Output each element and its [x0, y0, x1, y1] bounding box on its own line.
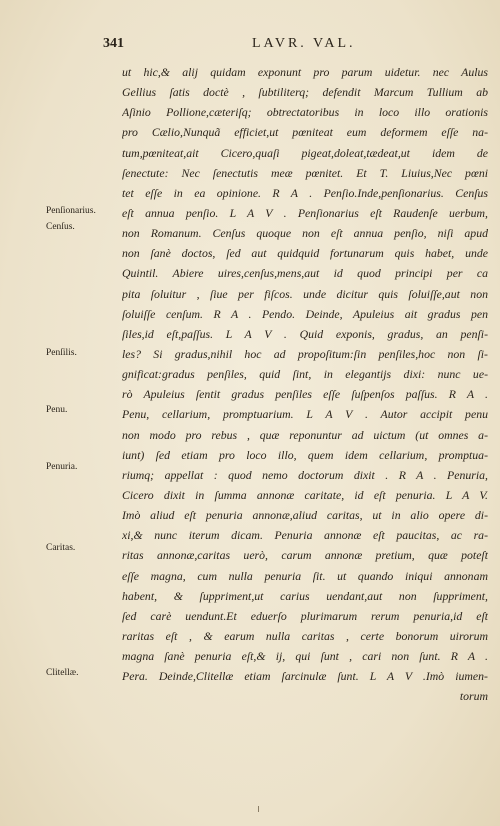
text-line: pro Cælio,Nunquã efficiet,ut pœniteat eum deformem eſſe na-: [122, 125, 488, 140]
text-line: non ſanè doctos, ſed aut quidquid fortunarum quis habet, unde: [122, 246, 488, 261]
text-line: eſſe magna, cum nulla penuria ſit. ut quando iniqui annonam: [122, 568, 488, 583]
text-line: non Romanum. Cenſus quoque non eſt annua penſio, niſi apud: [122, 226, 488, 241]
text-line: magna ſanè penuria eſt,& ij, qui ſunt , cari non ſunt. R A .: [122, 649, 488, 664]
margin-note: Clitellæ.: [46, 668, 79, 678]
text-line: non modo pro rebus , quæ reponuntur ad uictum (ut omnes a-: [122, 427, 488, 442]
text-line: xi,& nunc iterum dicam. Penuria annonæ eſt paucitas, ac ra-: [122, 528, 488, 543]
margin-note: Caritas.: [46, 543, 76, 553]
page-number: 341: [103, 36, 124, 51]
margin-note: Cenſus.: [46, 222, 75, 232]
text-line: tum,pœniteat,ait Cicero,quaſi pigeat,doleat,tædeat,ut idem de: [122, 145, 488, 160]
main-text-block: [122, 62, 488, 707]
text-line: pita ſoluitur , ſiue per fiſcos. unde dicitur quis ſoluiſſe,aut non: [122, 286, 488, 301]
text-line: riumq; appellat : quod nemo doctorum dixit . R A . Penuria,: [122, 467, 488, 482]
text-line: Gellius ſatis doctè , ſubtiliterq; defendit Marcum Tullium ab: [122, 85, 488, 100]
text-line: ut hic,& alij quidam exponunt pro parum uidetur. nec Aulus: [122, 65, 488, 79]
margin-note: Penſionarius.: [46, 206, 96, 216]
text-line: les? Si gradus,nihil hoc ad propoſitum:ſin penſiles,hoc non ſi-: [122, 346, 488, 361]
text-line: rò Apuleius ſentit gradus penſiles eſſe ſuſpenſos paſſus. R A .: [122, 387, 488, 402]
text-line: torum: [459, 689, 488, 704]
text-line: ſiles,id eſt,paſſus. L A V . Quid exponis, gradus, an penſi-: [122, 326, 488, 341]
text-line: Imò aliud eſt penuria annonæ,aliud caritas, ut in alio opere di-: [122, 508, 488, 523]
margin-note: Penſilis.: [46, 348, 77, 358]
text-line: Penu, cellarium, promptuarium. L A V . Autor accipit penu: [122, 407, 488, 422]
text-line: ſenectute: Nec ſenectutis meæ pœnitet. Et T. Liuius,Nec pœni: [122, 165, 488, 180]
text-line: tet eſſe in ea opinione. R A . Penſio.Inde,penſionarius. Cenſus: [122, 185, 488, 200]
text-line: ſoluiſſe cenſum. R A . Pendo. Deinde, Apuleius ait gradus pen: [122, 306, 488, 321]
text-line: Aſinio Pollione,cæteriſq; obtrectatoribus in loco illo orationis: [122, 105, 488, 120]
text-line: eſt annua penſio. L A V . Penſionarius eſt Raudenſe uerbum,: [122, 205, 488, 220]
text-line: gnificat:gradus penſiles, quid ſint, in elegantijs dixi: nunc ue-: [122, 367, 488, 382]
text-line: Cicero dixit in ſumma annonæ caritate, id eſt penuria. L A V.: [122, 487, 488, 502]
text-line: raritas eſt , & earum nulla caritas , certe bonorum uirorum: [122, 628, 488, 643]
text-line: habent, & ſuppriment,ut carius uendant,aut non ſuppriment,: [122, 588, 488, 603]
printer-mark: [258, 806, 262, 812]
text-line: iunt) ſed etiam pro loco illo, quem idem cellarium, promptua-: [122, 447, 488, 462]
margin-note: Penu.: [46, 405, 68, 415]
margin-note: Penuria.: [46, 462, 78, 472]
text-line: ritas annonæ,caritas uerò, carum annonæ pretium, quæ poteſt: [122, 548, 488, 563]
margin-notes: [0, 0, 120, 826]
text-line: Pera. Deinde,Clitellæ etiam ſarcinulæ ſunt. L A V .Imò iumen-: [122, 669, 488, 684]
text-line: Quintil. Abiere uires,cenſus,mens,aut id quod principi per ca: [122, 266, 488, 281]
running-title: LAVR. VAL.: [252, 36, 356, 51]
text-line: ſed carè uendunt.Et eduerſo plurimarum rerum penuria,id eſt: [122, 608, 488, 623]
